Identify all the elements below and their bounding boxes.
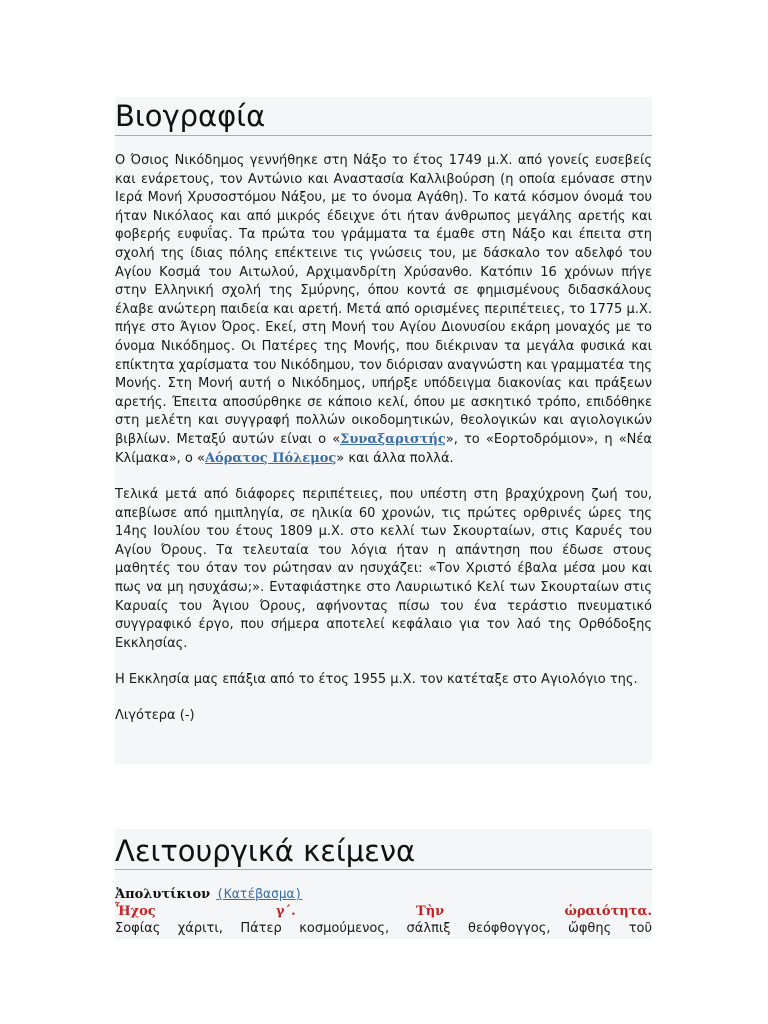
biography-paragraph-1-text-a: Ο Όσιος Νικόδημος γεννήθηκε στη Νάξο το έτος 1749 μ.Χ. από γονείς ευσεβείς και ενάρετους, τον Αντώνιο και Αναστασία Καλλιβούρση (η οποία εμόνασε στην Ιερά Μονή Χρυσοστόμου Νάξου, με το όνομα Αγάθη). Το κατά κόσμον όνομά του ήταν Νικόλαος και από μικρός έδειχνε ότι ήταν άνθρωπος μεγάλης αρετής και φοβερής ευφυΐας. Τα πρώτα του γράμματα τα έμαθε στη Νάξο και έπειτα στη σχολή της ίδιας πόλης επέκτεινε τις γνώσεις του, με δάσκαλο τον αδελφό του Αγίου Κοσμά του Αιτωλού, Αρχιμανδρίτη Χρύσανθο. Κατόπιν 16 χρόνων πήγε στην Ελληνική σχολή της Σμύρνης, όπου κοντά σε φημισμένους διδασκάλους έλαβε ανώτερη παιδεία και αρετή. Μετά από ορισμένες περιπέτειες, το 1775 μ.Χ. πήγε στο Άγιον Όρος. Εκεί, στη Μονή του Αγίου Διονυσίου εκάρη μοναχός με το όνομα Νικόδημος. Οι Πατέρες της Μονής, που διέκριναν τα μεγάλα φυσικά και επίκτητα χαρίσματα του Νικόδημου, τον διόρισαν αναγνώστη και γραμματέα της Μονής. Στη Μονή αυτή ο Νικόδημος, υπήρξε υπόδειγμα διακονίας και πράξεων αρετής. Έπειτα αποσύρθηκε σε κάποιο κελί, όπου με ασκητικό τρόπο, επιδόθηκε στη μελέτη και συγγραφή πολλών οικοδομητικών, θεολογικών και αγιολογικών βιβλίων. Μεταξύ αυτών είναι ο « [115, 153, 652, 447]
apolytikion-text: Σοφίας χάριτι, Πάτερ κοσμούμενος, σάλπιξ θεόφθογγος, ὤφθης τοῦ [115, 921, 652, 936]
biography-section [115, 97, 652, 764]
biography-paragraph-2: Τελικά μετά από διάφορες περιπέτειες, που υπέστη στη βραχύχρονη ζωή του, απεβίωσε από ημιπληγία, σε ηλικία 60 χρονών, τις πρώτες ορθρινές ώρες της 14ης Ιουλίου του έτους 1809 μ.Χ. στο κελλί των Σκουρταίων, στις Καρυές του Αγίου Όρους. Τα τελευταία του λόγια ήταν η απάντηση που έδωσε στους μαθητές του όταν τον ρώτησαν αν ησυχάζει: «Τον Χριστό έβαλα μέσα μου και πως να μη ησυχάσω;». Ενταφιάστηκε στο Λαυριωτικό Κελί των Σκουρταίων στις Καρυαίς του Άγιου Όρους, αφήνοντας πίσω του ένα τεράστιο πνευματικό συγγραφικό έργο, που σήμερα αποτελεί κεφάλαιο για τον λαό της Ορθόδοξης Εκκλησίας. [115, 487, 652, 651]
download-link[interactable]: (Κατέβασμα) [216, 887, 303, 902]
biography-paragraph-3: Η Εκκλησία μας επάξια από το έτος 1955 μ.Χ. τον κατέταξε στο Αγιολόγιο της. [115, 672, 638, 688]
biography-paragraph-1 [115, 152, 652, 468]
biography-heading: Βιογραφία [115, 97, 652, 136]
apolytikion-header [115, 886, 652, 903]
echos-line: Ἦχος γ΄. Τὴν ὡραιότητα. [115, 904, 652, 919]
apolytikion-label: Ἀπολυτίκιον [115, 887, 211, 902]
paragraph-gap [115, 468, 652, 486]
synaxaristis-link[interactable]: Συναξαριστής [340, 431, 446, 447]
aoratos-polemos-link[interactable]: Αόρατος Πόλεμος [204, 450, 337, 466]
less-toggle-link[interactable]: Λιγότερα (-) [115, 708, 195, 724]
liturgical-heading: Λειτουργικά κείμενα [115, 829, 652, 870]
biography-paragraph-1-text-c: » και άλλα πολλά. [336, 450, 454, 466]
biography-paragraph-1-text-b: », το «Εορτοδρόμιον», η «Νέα Κλίμακα», ο « [115, 431, 652, 466]
paragraph-gap [115, 653, 652, 671]
liturgical-section [115, 829, 652, 939]
